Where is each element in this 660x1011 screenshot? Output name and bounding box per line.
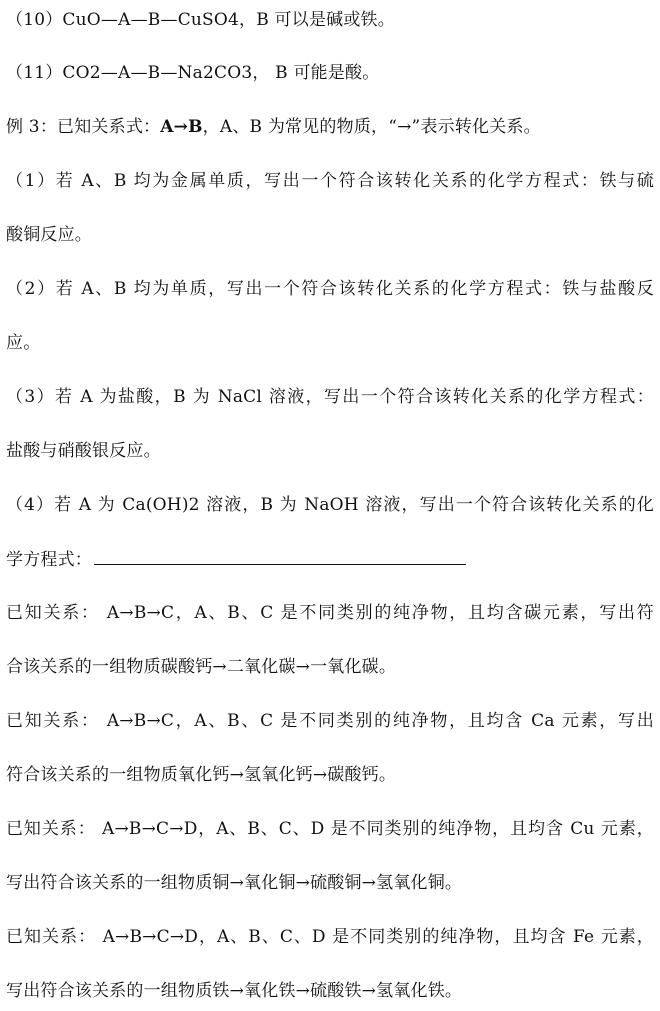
calcium-relation-line-2	[6, 764, 654, 786]
question-3-line-1	[6, 386, 654, 408]
question-4-line-1	[6, 494, 654, 516]
question-4-text-2: 学方程式：	[6, 550, 92, 570]
question-1-text-1: （1）若 A、B 均为金属单质，写出一个符合该转化关系的化学方程式：铁与硫	[6, 171, 654, 191]
question-3-text-1: （3）若 A 为盐酸，B 为 NaCl 溶液，写出一个符合该转化关系的化学方程式：	[6, 387, 654, 407]
answer-blank-underline	[94, 548, 466, 565]
question-2-text-1: （2）若 A、B 均为单质，写出一个符合该转化关系的化学方程式：铁与盐酸反	[6, 279, 654, 299]
question-1-line-1	[6, 170, 654, 192]
example-3-suffix: ，A、B 为常见的物质，“→”表示转化关系。	[202, 117, 541, 137]
example-3-prefix: 例 3：已知关系式：	[6, 117, 161, 137]
copper-relation-line-1	[6, 818, 654, 840]
question-4-line-2	[6, 548, 654, 571]
copper-relation-text-1: 已知关系： A→B→C→D，A、B、C、D 是不同类别的纯净物，且均含 Cu 元素，	[6, 819, 654, 839]
carbon-relation-text-1: 已知关系： A→B→C，A、B、C 是不同类别的纯净物，且均含碳元素，写出符	[6, 603, 654, 623]
item-10-line	[6, 9, 654, 31]
question-2-text-2: 应。	[6, 333, 41, 353]
copper-relation-text-2: 写出符合该关系的一组物质铜→氧化铜→硫酸铜→氢氧化铜。	[6, 873, 463, 893]
carbon-relation-line-2	[6, 656, 654, 678]
example-3-line	[6, 116, 654, 138]
iron-relation-text-2: 写出符合该关系的一组物质铁→氧化铁→硫酸铁→氢氧化铁。	[6, 981, 463, 1001]
question-2-line-1	[6, 278, 654, 300]
item-10-text: （10）CuO—A—B—CuSO4，B 可以是碱或铁。	[6, 10, 395, 30]
calcium-relation-line-1	[6, 710, 654, 732]
question-1-text-2: 酸铜反应。	[6, 225, 92, 245]
question-2-line-2	[6, 332, 654, 354]
calcium-relation-text-1: 已知关系： A→B→C，A、B、C 是不同类别的纯净物，且均含 Ca 元素，写出	[6, 711, 654, 731]
item-11-text: （11）CO2—A—B—Na2CO3， B 可能是酸。	[6, 63, 380, 83]
calcium-relation-text-2: 符合该关系的一组物质氧化钙→氢氧化钙→碳酸钙。	[6, 765, 397, 785]
question-4-text-1: （4）若 A 为 Ca(OH)2 溶液，B 为 NaOH 溶液，写出一个符合该转化关系的化	[6, 495, 654, 515]
copper-relation-line-2	[6, 872, 654, 894]
question-1-line-2	[6, 224, 654, 246]
item-11-line	[6, 62, 654, 84]
iron-relation-text-1: 已知关系： A→B→C→D，A、B、C、D 是不同类别的纯净物，且均含 Fe 元素，	[6, 927, 654, 947]
carbon-relation-text-2: 合该关系的一组物质碳酸钙→二氧化碳→一氧化碳。	[6, 657, 397, 677]
question-3-line-2	[6, 440, 654, 462]
carbon-relation-line-1	[6, 602, 654, 624]
iron-relation-line-2	[6, 980, 654, 1002]
question-3-text-2: 盐酸与硝酸银反应。	[6, 441, 161, 461]
example-3-relation: A→B	[160, 117, 203, 137]
iron-relation-line-1	[6, 926, 654, 948]
